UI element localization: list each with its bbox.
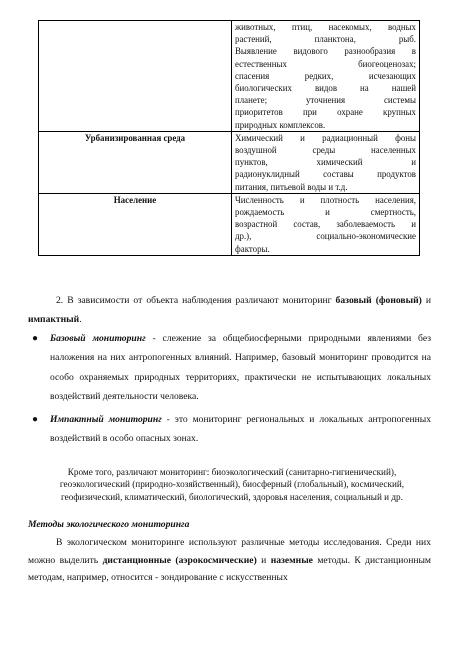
bullet-icon: ● [32,333,39,344]
cell-text-line: приоритетов при охране крупных [235,107,416,118]
cell-text-line: возрастной состав, заболеваемость и [235,219,416,230]
para2-end: . [79,314,82,325]
cell-text-line: Выявление видового разнообразия в [235,46,416,57]
bullet-term: Базовый мониторинг [50,333,146,344]
methods-lead: В экологическом мониторинге используют различные методы исследования. Среди них можно выделить [28,537,431,566]
bullet-text: - слежение за общебиосферными природными явлениями без наложения на них антропогенных влияний. Например, базовый мониторинг проводится на особо охраняемых природных территориях, практически не испытывающих локальных воздействий деятельности человека. [50,333,431,402]
para2-bold-impact: импактный [28,314,80,325]
methods-end: методы. К дистанционным методам, например, относится - зондирование с искусственных [28,554,431,583]
methods-mid: и [256,554,271,566]
cell-text-line: питания, питьевой воды и т.д. [235,181,348,192]
table-row [39,21,420,132]
cell-text-line: пунктов, химический и [235,157,416,168]
row-description-cell [232,193,420,255]
cell-text-line: Химический и радиационный фоны [235,132,416,143]
monitoring-bullet-list [32,329,432,453]
para2-mid: и [421,295,431,306]
bullet-impact-monitoring [32,410,432,449]
section-heading-methods: Методы экологического мониторинга [28,519,190,530]
bullet-text: - это мониторинг региональных и локальных антропогенных воздействий в особо опасных зонах. [50,414,432,445]
row-description-cell [232,131,420,193]
row-label-cell [39,21,232,132]
methods-bold-ground: наземные [270,554,313,566]
monitoring-kinds-text: Кроме того, различают мониторинг: биоэкологический (санитарно-гигиенический), геоэкологический (природно-хозяйственный), биосферный (глобальный), космический, геофизический, климатический, биологический, здоровья населения, социальный и др. [59,467,405,502]
cell-text-line: животных, птиц, насекомых, водных [235,22,416,32]
table-row [39,193,420,255]
row-label-cell: Население [39,193,232,255]
row-label-cell: Урбанизированная среда [39,131,232,193]
para2-bold-basic: базовый (фоновый) [335,295,422,306]
cell-text-line: естественных биогеоценозах; [235,58,416,69]
cell-text-line: Численность и плотность населения, [235,194,416,205]
cell-text-line: рождаемость и смертность, [235,207,416,218]
table-body [39,21,420,256]
cell-text-line: планете; уточнения системы [235,95,416,106]
bullet-basic-monitoring [32,329,431,406]
cell-text-line: растений, планктона, рыб. [235,34,416,45]
cell-text-line: факторы. [235,243,270,254]
cell-text-line: спасения редких, исчезающих [235,70,416,81]
monitoring-table [38,20,420,256]
row-description-cell [232,21,420,132]
paragraph-methods [28,534,431,587]
methods-bold-remote: дистанционные (аэрокосмические) [102,554,257,566]
cell-text-line: радионуклидный составы продуктов [235,169,416,180]
para2-lead: 2. В зависимости от объекта наблюдения различают мониторинг [56,295,336,306]
cell-text-line: биологических видов на нашей [235,83,416,94]
cell-text-line: природных комплексов. [235,119,326,130]
bullet-icon: ● [32,414,39,426]
bullet-term: Импактный мониторинг [50,414,162,426]
cell-text-line: воздушной среды населенных [235,145,416,156]
cell-text-line: др.), социально-экономические [235,231,416,242]
paragraph-monitoring-types [28,291,431,329]
table-row [39,131,420,193]
